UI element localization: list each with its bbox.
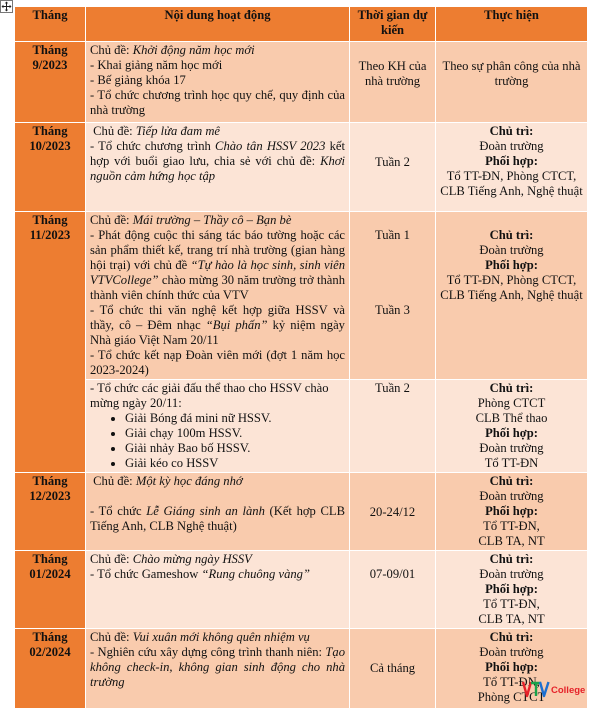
time-cell: Tuần 2	[350, 123, 436, 212]
month-cell: Tháng 02/2024	[15, 629, 86, 709]
table-row	[15, 212, 588, 380]
theme-line: Chủ đề: Một kỳ học đáng nhớ	[93, 474, 243, 488]
activity-item: - Tổ chức chương trình Chào tân HSSV 2023 kết hợp với buổi giao lưu, chia sẻ với chủ đề: Khơi nguồn cảm hứng học tập	[90, 139, 345, 183]
activity-item: - Tổ chức các giải đấu thể thao cho HSSV chào mừng ngày 20/11:	[90, 381, 329, 410]
theme-line: Chủ đề: Vui xuân mới không quên nhiệm vụ	[90, 630, 310, 644]
month-cell: Tháng 10/2023	[15, 123, 86, 212]
activity-item: - Tổ chức thi văn nghệ kết hợp giữa HSSV và thầy, cô – Đêm nhạc “Bụi phấn” kỷ niệm ngày Nhà giáo Việt Nam 20/11	[90, 303, 345, 347]
content-cell	[86, 551, 350, 629]
header-time: Thời gian dự kiến	[350, 7, 436, 42]
time-cell: Tuần 1 Tuần 3	[350, 212, 436, 380]
list-item: • Giải kéo co HSSV	[125, 456, 345, 471]
theme-line: Chủ đề: Chào mừng ngày HSSV	[90, 552, 252, 566]
vtv-college-logo	[522, 680, 592, 698]
time-cell: Theo KH của nhà trường	[350, 42, 436, 123]
month-cell: Tháng 12/2023	[15, 473, 86, 551]
activity-item: - Bế giảng khóa 17	[90, 73, 186, 87]
content-cell	[86, 42, 350, 123]
table-row	[15, 42, 588, 123]
activity-item: - Tổ chức chương trình học quy chế, quy định của nhà trường	[90, 88, 345, 117]
table-row	[15, 473, 588, 551]
time-cell: 20-24/12	[350, 473, 436, 551]
exec-cell: Chủ trì: Đoàn trường Phối hợp: Tổ TT-ĐN, CLB TA, NT	[436, 551, 588, 629]
exec-cell: Chủ trì: Đoàn trường Phối hợp: Tổ TT-ĐN, Phòng CTCT, CLB Tiếng Anh, Nghệ thuật	[436, 123, 588, 212]
month-cell: Tháng 11/2023	[15, 212, 86, 473]
exec-cell: Chủ trì: Phòng CTCT CLB Thể thao Phối hợp: Đoàn trường Tổ TT-ĐN	[436, 380, 588, 473]
activity-item: - Nghiên cứu xây dựng công trình thanh niên: Tạo không check-in, không gian sinh động cho nhà trường	[90, 645, 345, 689]
activity-item: - Tổ chức Gameshow “Rung chuông vàng”	[90, 567, 310, 581]
theme-line: Chủ đề: Khởi động năm học mới	[90, 43, 255, 57]
exec-cell: Chủ trì: Đoàn trường Phối hợp: Tổ TT-ĐN, CLB TA, NT	[436, 473, 588, 551]
activity-item: - Phát động cuộc thi sáng tác báo tường hoặc các sản phẩm thiết kế, trang trí nhà trường (gian hàng hội trại) với chủ đề “Tự hào là học sinh, sinh viên VTVCollege” chào mừng 30 năm trường trở thành thành viên chính thức của VTV	[90, 228, 346, 302]
activity-item: - Tổ chức Lễ Giáng sinh an lành (Kết hợp CLB Tiếng Anh, CLB Nghệ thuật)	[90, 504, 345, 533]
header-month: Tháng	[15, 7, 86, 42]
vtv-logo-icon	[522, 680, 550, 698]
sports-list	[90, 411, 345, 471]
time-cell: Tuần 2	[350, 380, 436, 473]
move-arrows-icon	[1, 1, 12, 12]
time-cell: Cả tháng	[350, 629, 436, 709]
table-row	[15, 380, 588, 473]
time-cell: 07-09/01	[350, 551, 436, 629]
content-cell	[86, 380, 350, 473]
theme-line: Chủ đề: Mái trường – Thầy cô – Bạn bè	[90, 213, 292, 227]
table-row	[15, 629, 588, 709]
list-item: • Giải chạy 100m HSSV.	[125, 426, 345, 441]
exec-cell: Chủ trì: Đoàn trường Phối hợp: Tổ TT-ĐN, Phòng CTCT	[436, 629, 588, 709]
exec-cell: Chủ trì: Đoàn trường Phối hợp: Tổ TT-ĐN, Phòng CTCT, CLB Tiếng Anh, Nghệ thuật	[436, 212, 588, 380]
content-cell	[86, 212, 350, 380]
activity-item: - Khai giảng năm học mới	[90, 58, 223, 72]
header-exec: Thực hiện	[436, 7, 588, 42]
exec-cell: Theo sự phân công của nhà trường	[436, 42, 588, 123]
activity-item: - Tổ chức kết nạp Đoàn viên mới (đợt 1 năm học 2023-2024)	[90, 348, 345, 377]
content-cell	[86, 473, 350, 551]
table-move-handle[interactable]	[0, 0, 13, 13]
month-cell: Tháng 9/2023	[15, 42, 86, 123]
list-item: • Giải Bóng đá mini nữ HSSV.	[125, 411, 345, 426]
table-header-row	[15, 7, 588, 42]
table-row	[15, 123, 588, 212]
month-cell: Tháng 01/2024	[15, 551, 86, 629]
table-row	[15, 551, 588, 629]
header-content: Nội dung hoạt động	[86, 7, 350, 42]
list-item: • Giải nhảy Bao bố HSSV.	[125, 441, 345, 456]
logo-text: College	[551, 685, 586, 696]
content-cell	[86, 123, 350, 212]
theme-line: Chủ đề: Tiếp lửa đam mê	[93, 124, 221, 138]
content-cell	[86, 629, 350, 709]
activity-schedule-table	[14, 6, 588, 709]
